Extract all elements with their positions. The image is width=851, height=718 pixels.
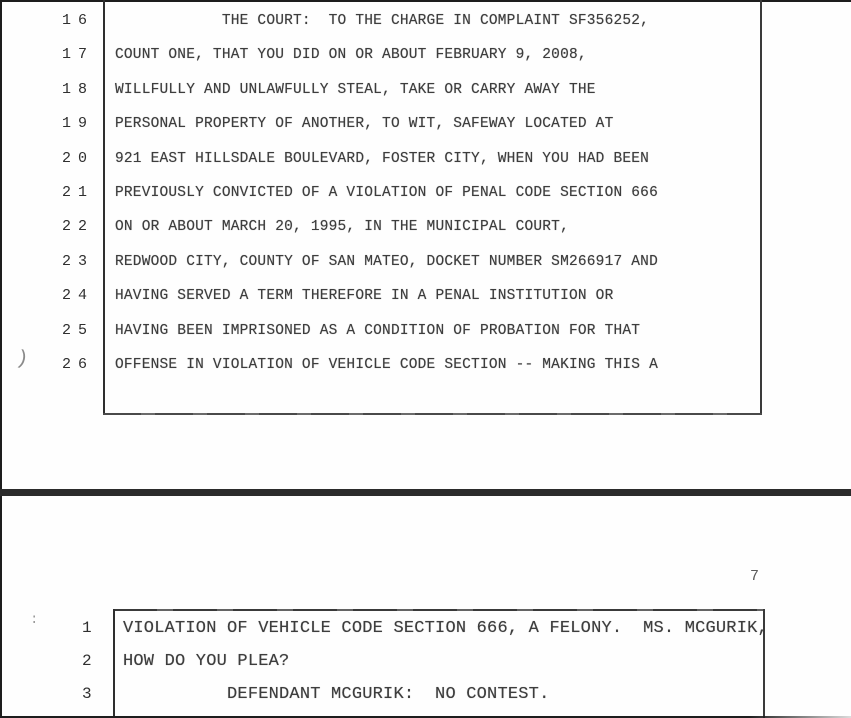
line-number: 21 — [62, 183, 95, 201]
line-text: PERSONAL PROPERTY OF ANOTHER, TO WIT, SAFEWAY LOCATED AT — [115, 116, 614, 133]
line-text: COUNT ONE, THAT YOU DID ON OR ABOUT FEBRUARY 9, 2008, — [115, 47, 587, 64]
line-text: PREVIOUSLY CONVICTED OF A VIOLATION OF PENAL CODE SECTION 666 — [115, 184, 658, 201]
line-text: 921 EAST HILLSDALE BOULEVARD, FOSTER CITY, WHEN YOU HAD BEEN — [115, 150, 650, 167]
line-number: 22 — [62, 218, 95, 236]
transcript-line — [0, 348, 851, 382]
transcript-line — [0, 176, 851, 210]
line-number: 19 — [62, 115, 95, 133]
transcript-line — [0, 38, 851, 72]
line-text: HAVING BEEN IMPRISONED AS A CONDITION OF PROBATION FOR THAT — [115, 322, 641, 339]
line-text: HOW DO YOU PLEA? — [123, 652, 290, 671]
scan-edge-top — [0, 0, 851, 2]
line-text: OFFENSE IN VIOLATION OF VEHICLE CODE SECTION -- MAKING THIS A — [115, 356, 658, 373]
line-number: 26 — [62, 355, 95, 373]
line-number: 25 — [62, 321, 95, 339]
page-divider-bar — [0, 489, 851, 496]
line-number: 23 — [62, 252, 95, 270]
transcript-line — [0, 142, 851, 176]
transcript-line — [0, 645, 851, 678]
top-page-bottom-rule — [103, 413, 762, 415]
line-number: 16 — [62, 12, 95, 29]
scan-artifact-mark: : — [30, 612, 39, 628]
line-text: REDWOOD CITY, COUNTY OF SAN MATEO, DOCKET NUMBER SM266917 AND — [115, 253, 658, 270]
transcript-line — [0, 107, 851, 141]
line-number: 24 — [62, 287, 95, 305]
line-number: 20 — [62, 149, 95, 167]
line-text: VIOLATION OF VEHICLE CODE SECTION 666, A FELONY. MS. MCGURIK, — [123, 619, 768, 638]
transcript-line — [0, 678, 851, 711]
transcript-page-bottom — [0, 612, 851, 711]
transcript-line — [0, 314, 851, 348]
transcript-line — [0, 73, 851, 107]
transcript-line — [0, 4, 851, 38]
line-number: 1 — [82, 619, 92, 637]
transcript-line — [0, 245, 851, 279]
line-text: HAVING SERVED A TERM THEREFORE IN A PENAL INSTITUTION OR — [115, 288, 614, 305]
page-number: 7 — [750, 568, 760, 585]
line-text: DEFENDANT MCGURIK: NO CONTEST. — [123, 685, 550, 704]
bottom-page-top-rule — [113, 609, 765, 611]
line-number: 2 — [82, 652, 92, 670]
line-number: 18 — [62, 80, 95, 98]
transcript-line — [0, 210, 851, 244]
line-text: THE COURT: TO THE CHARGE IN COMPLAINT SF356252, — [115, 13, 650, 29]
transcript-page-top — [0, 4, 851, 382]
line-number: 17 — [62, 46, 95, 64]
scan-artifact-mark: ) — [13, 347, 31, 372]
line-number: 3 — [82, 685, 92, 703]
line-text: WILLFULLY AND UNLAWFULLY STEAL, TAKE OR CARRY AWAY THE — [115, 81, 596, 98]
line-text: ON OR ABOUT MARCH 20, 1995, IN THE MUNICIPAL COURT, — [115, 219, 569, 236]
transcript-line — [0, 279, 851, 313]
transcript-line — [0, 612, 851, 645]
